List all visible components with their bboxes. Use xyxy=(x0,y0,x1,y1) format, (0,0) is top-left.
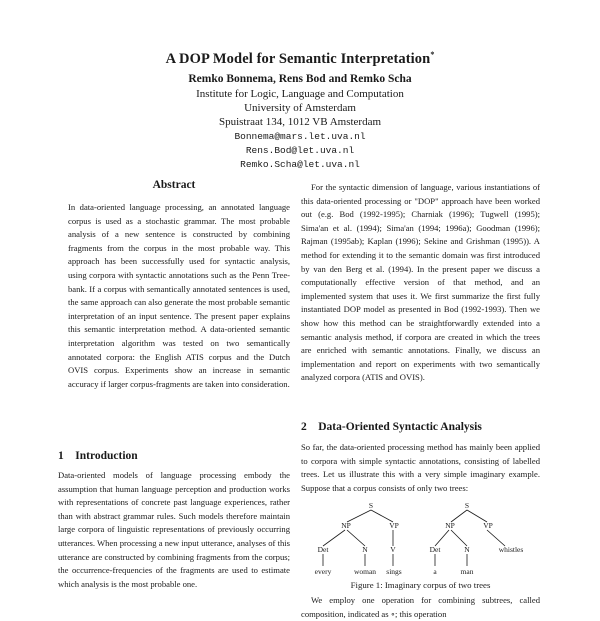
tree2-label-s: S xyxy=(464,501,470,510)
intro-paragraph: Data-oriented models of language processing embody the assumption that human language perception and production works with representations of concrete past language experiences, rather than with abstract grammar rules. Such models therefore maintain large corpora of linguistic representations of previously occurring utterances. When processing a new input utterance, analyses of this utterance are constructed by combining fragments from the corpus; the occurrence-frequencies of the fragments are used to estimate which analysis is the most probable one. xyxy=(58,470,290,589)
right-column-para1 xyxy=(301,181,540,385)
affiliation-address: Spuistraat 134, 1012 VB Amsterdam xyxy=(218,116,382,128)
tree1-word-woman: woman xyxy=(353,567,377,576)
authors-line: Remko Bonnema, Rens Bod and Remko Scha xyxy=(188,73,412,85)
tree1-word-every: every xyxy=(314,567,332,576)
affiliation-university: University of Amsterdam xyxy=(244,102,356,114)
tree2-word-whistles: whistles xyxy=(498,545,524,554)
intro-heading xyxy=(58,450,138,462)
email-bod: Rens.Bod@let.uva.nl xyxy=(245,145,355,156)
right-column-para2 xyxy=(301,441,540,495)
right-paragraph-1: For the syntactic dimension of language, various instantiations of this data-oriented processing or "DOP" approach have been worked out (e.g. Bod (1992-1995); Charniak (1996); Tugwell (1995); Sima'an et al. (1994); Sima'an (1994; 1996a); Goodman (1996); Rajman (1995ab); Kaplan (1996); Sekine and Grishman (1995)). A method for extending it to the semantic domain was first introduced by van den Berg et al. (1994). In the present paper we discuss a computationally effective version of that method, and an implemented system that uses it. We first summarize the first fully instantiated DOP model as presented in Bod (1992-1993). Then we show how this method can be straightforwardly extended into a semantic analysis method, if corpora are created in which the trees are enriched with semantic annotations. Finally, we discuss an implementation and report on experiments with two semantically analyzed corpora (ATIS and OVIS). xyxy=(301,182,540,383)
tree2-label-n: N xyxy=(464,545,470,554)
figure-1-trees xyxy=(301,500,540,582)
tree1-edge-np-n xyxy=(347,530,365,546)
email-scha: Remko.Scha@let.uva.nl xyxy=(240,159,360,170)
right-paragraph-3: We employ one operation for combining subtrees, called composition, indicated as ∘; this operation xyxy=(301,595,540,619)
tree2-edge-np-det xyxy=(435,530,449,546)
tree1-word-sings: sings xyxy=(386,567,402,576)
abstract-paragraph: In data-oriented language processing, an annotated language corpus is used as a stochastic grammar. The most probable analysis of a new sentence is constructed by combining fragments from the corpus in the most probable way. This approach has been successfully used for syntactic analysis, using corpora with syntactic annotations such as the Penn Tree-bank. If a corpus with semantically annotated sentences is used, the same approach can also generate the most probable semantic interpretation of an input sentence. The present paper explains this semantic interpretation method. A data-oriented semantic interpretation algorithm was tested on two semantically annotated corpora: the English ATIS corpus and the Dutch OVIS corpus. Experiments show an increase in semantic accuracy if larger corpus-fragments are taken into consideration. xyxy=(68,202,290,389)
abstract-text xyxy=(58,201,290,391)
tree1-label-v: V xyxy=(390,545,396,554)
tree2-label-det: Det xyxy=(429,545,441,554)
intro-text xyxy=(58,469,290,591)
paper-title: A DOP Model for Semantic Interpretation* xyxy=(165,50,435,67)
figure-1-caption: Figure 1: Imaginary corpus of two trees xyxy=(350,580,491,590)
right-column-para3 xyxy=(301,594,540,621)
abstract-heading: Abstract xyxy=(152,179,196,191)
section2-heading xyxy=(301,421,482,433)
tree2-label-np: NP xyxy=(445,521,455,530)
right-paragraph-2: So far, the data-oriented processing method has mainly been applied to corpora with simple syntactic annotations, consisting of labelled trees. Let us illustrate this with a very simple imaginary example. Suppose that a corpus consists of only two trees: xyxy=(301,442,540,493)
tree2-word-a: a xyxy=(433,567,437,576)
intro-heading-number: 1 xyxy=(58,450,64,462)
section2-heading-number: 2 xyxy=(301,421,307,433)
tree1-edge-np-det xyxy=(323,530,345,546)
tree-2 xyxy=(435,510,505,566)
tree1-label-np: NP xyxy=(341,521,351,530)
tree1-label-s: S xyxy=(368,501,374,510)
tree-1 xyxy=(323,510,393,566)
tree2-edge-np-n xyxy=(451,530,467,546)
tree2-edge-vp-word xyxy=(487,530,505,546)
tree2-label-vp: VP xyxy=(483,521,493,530)
section2-heading-text: Data-Oriented Syntactic Analysis xyxy=(318,421,482,433)
email-bonnema: Bonnema@mars.let.uva.nl xyxy=(234,131,366,142)
tree1-label-det: Det xyxy=(317,545,329,554)
affiliation-institute: Institute for Logic, Language and Computation xyxy=(196,88,404,100)
intro-heading-text: Introduction xyxy=(75,450,138,462)
tree2-word-man: man xyxy=(460,567,474,576)
title-footnote-mark: * xyxy=(430,50,435,59)
tree1-label-n: N xyxy=(362,545,368,554)
tree1-label-vp: VP xyxy=(389,521,399,530)
